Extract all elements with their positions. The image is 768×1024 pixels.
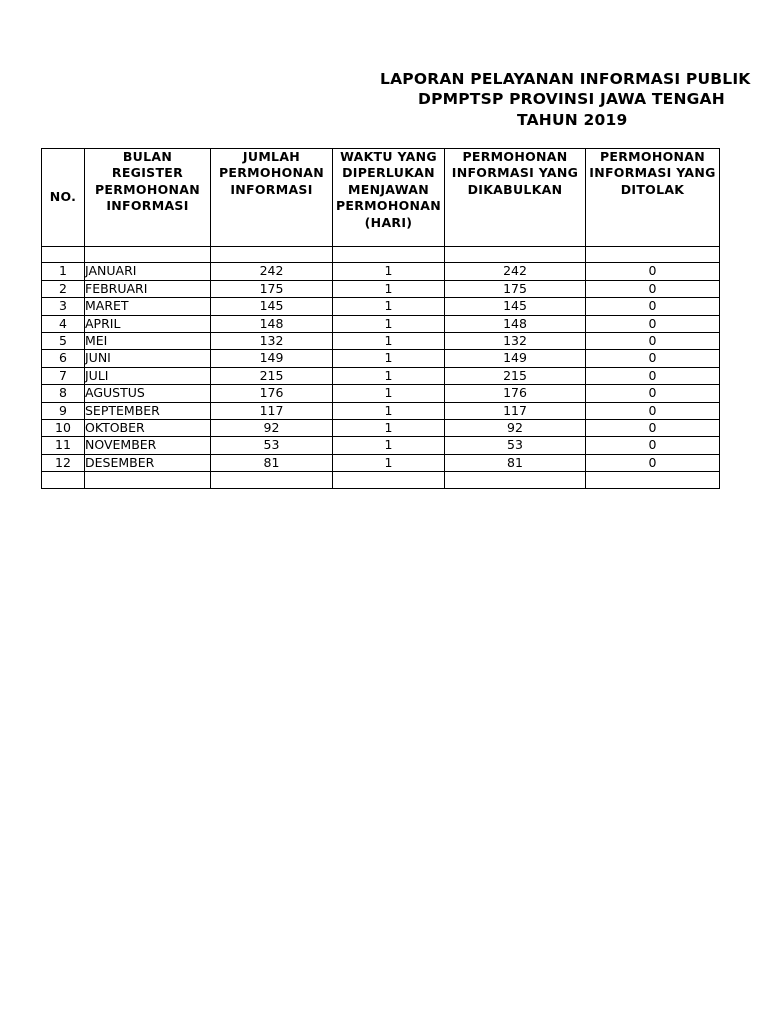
table-row bbox=[42, 350, 720, 367]
blank-cell bbox=[85, 247, 211, 263]
table-row bbox=[42, 280, 720, 297]
cell-waktu: 1 bbox=[333, 367, 445, 384]
cell-bulan: JUNI bbox=[85, 350, 211, 367]
cell-no: 5 bbox=[42, 333, 85, 350]
cell-bulan: JANUARI bbox=[85, 263, 211, 280]
cell-waktu: 1 bbox=[333, 437, 445, 454]
table-row bbox=[42, 437, 720, 454]
cell-ditolak: 0 bbox=[586, 280, 720, 297]
cell-no: 11 bbox=[42, 437, 85, 454]
cell-bulan: MEI bbox=[85, 333, 211, 350]
cell-bulan: APRIL bbox=[85, 315, 211, 332]
cell-no: 12 bbox=[42, 454, 85, 471]
cell-jumlah: 53 bbox=[211, 437, 333, 454]
cell-jumlah: 242 bbox=[211, 263, 333, 280]
cell-ditolak: 0 bbox=[586, 454, 720, 471]
cell-waktu: 1 bbox=[333, 350, 445, 367]
cell-jumlah: 145 bbox=[211, 298, 333, 315]
cell-bulan: JULI bbox=[85, 367, 211, 384]
cell-ditolak: 0 bbox=[586, 367, 720, 384]
blank-cell bbox=[211, 247, 333, 263]
cell-bulan: OKTOBER bbox=[85, 420, 211, 437]
cell-dikabulkan: 145 bbox=[445, 298, 586, 315]
blank-cell bbox=[586, 247, 720, 263]
cell-no: 8 bbox=[42, 385, 85, 402]
cell-bulan: AGUSTUS bbox=[85, 385, 211, 402]
cell-jumlah: 132 bbox=[211, 333, 333, 350]
cell-ditolak: 0 bbox=[586, 420, 720, 437]
blank-row-bottom bbox=[42, 472, 720, 488]
blank-cell bbox=[85, 472, 211, 488]
header-bulan: BULAN REGISTER PERMOHONAN INFORMASI bbox=[85, 149, 211, 247]
cell-bulan: NOVEMBER bbox=[85, 437, 211, 454]
cell-no: 6 bbox=[42, 350, 85, 367]
cell-ditolak: 0 bbox=[586, 298, 720, 315]
table-row bbox=[42, 454, 720, 471]
cell-bulan: MARET bbox=[85, 298, 211, 315]
report-table bbox=[41, 148, 720, 489]
header-jumlah: JUMLAH PERMOHONAN INFORMASI bbox=[211, 149, 333, 247]
cell-bulan: SEPTEMBER bbox=[85, 402, 211, 419]
cell-waktu: 1 bbox=[333, 298, 445, 315]
blank-cell bbox=[333, 247, 445, 263]
cell-jumlah: 92 bbox=[211, 420, 333, 437]
cell-no: 3 bbox=[42, 298, 85, 315]
title-line-2: DPMPTSP PROVINSI JAWA TENGAH bbox=[418, 90, 725, 108]
blank-cell bbox=[333, 472, 445, 488]
cell-dikabulkan: 117 bbox=[445, 402, 586, 419]
cell-ditolak: 0 bbox=[586, 437, 720, 454]
header-ditolak: PERMOHONAN INFORMASI YANG DITOLAK bbox=[586, 149, 720, 247]
table-row bbox=[42, 367, 720, 384]
blank-cell bbox=[42, 472, 85, 488]
cell-no: 1 bbox=[42, 263, 85, 280]
report-title bbox=[0, 68, 768, 134]
cell-dikabulkan: 53 bbox=[445, 437, 586, 454]
cell-no: 9 bbox=[42, 402, 85, 419]
table-row bbox=[42, 333, 720, 350]
header-dikabulkan: PERMOHONAN INFORMASI YANG DIKABULKAN bbox=[445, 149, 586, 247]
cell-no: 4 bbox=[42, 315, 85, 332]
table-row bbox=[42, 385, 720, 402]
cell-no: 2 bbox=[42, 280, 85, 297]
cell-waktu: 1 bbox=[333, 315, 445, 332]
title-line-3: TAHUN 2019 bbox=[517, 111, 628, 129]
table-row bbox=[42, 315, 720, 332]
cell-dikabulkan: 242 bbox=[445, 263, 586, 280]
cell-dikabulkan: 92 bbox=[445, 420, 586, 437]
cell-ditolak: 0 bbox=[586, 263, 720, 280]
blank-cell bbox=[586, 472, 720, 488]
cell-jumlah: 175 bbox=[211, 280, 333, 297]
cell-jumlah: 149 bbox=[211, 350, 333, 367]
cell-jumlah: 81 bbox=[211, 454, 333, 471]
cell-jumlah: 215 bbox=[211, 367, 333, 384]
title-line-1: LAPORAN PELAYANAN INFORMASI PUBLIK bbox=[380, 70, 751, 88]
table-row bbox=[42, 263, 720, 280]
table-row bbox=[42, 298, 720, 315]
cell-ditolak: 0 bbox=[586, 402, 720, 419]
cell-dikabulkan: 148 bbox=[445, 315, 586, 332]
cell-ditolak: 0 bbox=[586, 333, 720, 350]
cell-dikabulkan: 215 bbox=[445, 367, 586, 384]
header-no: NO. bbox=[42, 149, 85, 247]
cell-waktu: 1 bbox=[333, 280, 445, 297]
table-row bbox=[42, 402, 720, 419]
blank-row-top bbox=[42, 247, 720, 263]
cell-waktu: 1 bbox=[333, 263, 445, 280]
cell-no: 7 bbox=[42, 367, 85, 384]
cell-waktu: 1 bbox=[333, 333, 445, 350]
cell-dikabulkan: 176 bbox=[445, 385, 586, 402]
header-waktu: WAKTU YANG DIPERLUKAN MENJAWAN PERMOHONAN (HARI) bbox=[333, 149, 445, 247]
cell-dikabulkan: 175 bbox=[445, 280, 586, 297]
header-row bbox=[42, 149, 720, 247]
cell-dikabulkan: 132 bbox=[445, 333, 586, 350]
cell-dikabulkan: 149 bbox=[445, 350, 586, 367]
cell-waktu: 1 bbox=[333, 402, 445, 419]
blank-cell bbox=[445, 472, 586, 488]
blank-cell bbox=[42, 247, 85, 263]
cell-waktu: 1 bbox=[333, 420, 445, 437]
cell-no: 10 bbox=[42, 420, 85, 437]
cell-jumlah: 176 bbox=[211, 385, 333, 402]
cell-ditolak: 0 bbox=[586, 350, 720, 367]
cell-waktu: 1 bbox=[333, 385, 445, 402]
cell-bulan: DESEMBER bbox=[85, 454, 211, 471]
cell-jumlah: 117 bbox=[211, 402, 333, 419]
cell-dikabulkan: 81 bbox=[445, 454, 586, 471]
blank-cell bbox=[211, 472, 333, 488]
blank-cell bbox=[445, 247, 586, 263]
table-row bbox=[42, 420, 720, 437]
cell-jumlah: 148 bbox=[211, 315, 333, 332]
cell-ditolak: 0 bbox=[586, 385, 720, 402]
cell-bulan: FEBRUARI bbox=[85, 280, 211, 297]
cell-ditolak: 0 bbox=[586, 315, 720, 332]
cell-waktu: 1 bbox=[333, 454, 445, 471]
